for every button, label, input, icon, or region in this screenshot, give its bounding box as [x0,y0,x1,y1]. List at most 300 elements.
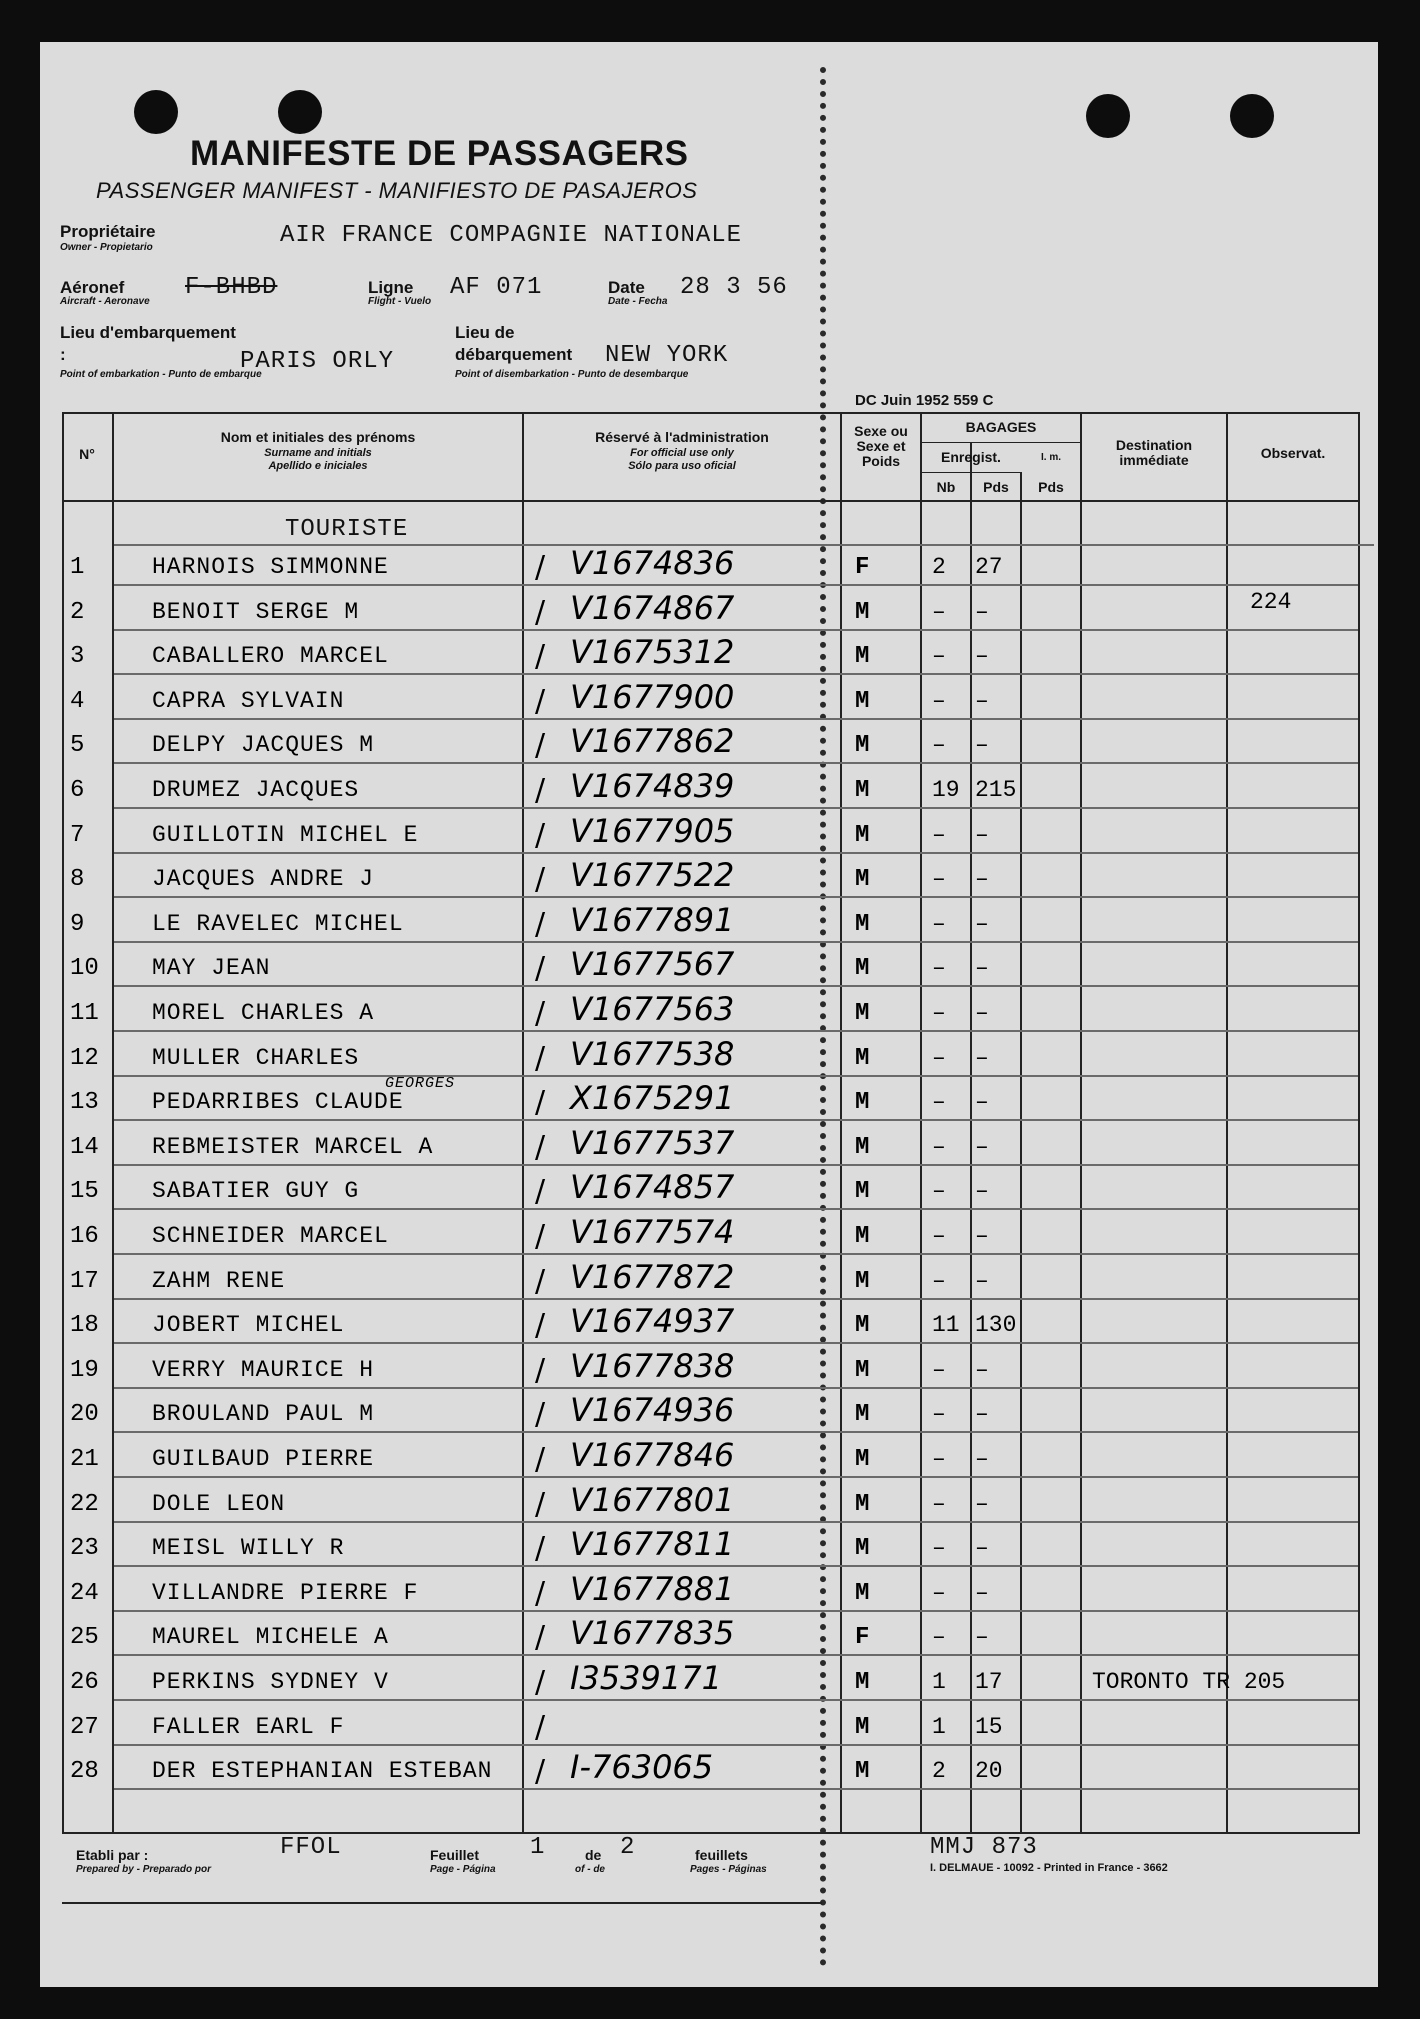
passenger-name: SCHNEIDER MARCEL [152,1223,389,1249]
baggage-count: – [932,1535,946,1561]
baggage-count: 2 [932,1758,946,1784]
passenger-name: PERKINS SYDNEY V [152,1669,389,1695]
baggage-weight: – [975,732,989,758]
row-line [114,1431,1358,1433]
col-header-bagages: BAGAGES [965,419,1037,435]
ticket-number: V1674936 [570,1391,735,1429]
col-header-sex: Sexe ou Sexe et Poids [854,423,908,469]
baggage-weight: – [975,1268,989,1294]
baggage-count: 1 [932,1714,946,1740]
passenger-number: 14 [70,1134,99,1161]
passenger-name: CAPRA SYLVAIN [152,688,345,714]
baggage-count: – [932,866,946,892]
row-line [114,1654,1358,1656]
row-line [114,584,1358,586]
passenger-sex: M [855,1045,870,1072]
baggage-count: – [932,1357,946,1383]
row-line [114,1342,1358,1344]
check-mark: / [535,1353,546,1388]
check-mark: / [535,1085,546,1120]
row-line [114,896,1358,898]
observation: 224 [1250,589,1292,615]
passenger-number: 24 [70,1580,99,1607]
passenger-name: SABATIER GUY G [152,1178,360,1204]
check-mark: / [535,773,546,808]
row-line [114,941,1358,943]
check-mark: / [535,951,546,986]
col-header-destination: Destination immédiate [1115,437,1193,468]
baggage-weight: – [975,643,989,669]
check-mark: / [535,1531,546,1566]
baggage-count: – [932,1089,946,1115]
of-sublabel: of - de [575,1864,605,1875]
pages-sublabel: Pages - Páginas [690,1864,767,1875]
baggage-count: – [932,1446,946,1472]
ticket-number: V1677862 [570,722,735,760]
passenger-sex: M [855,643,870,670]
destination: TORONTO TR 205 [1092,1669,1286,1695]
row-line [114,852,1358,854]
perforation-line [820,67,826,1967]
flight-label: Ligne [368,278,414,297]
passenger-number: 15 [70,1178,99,1205]
col-header-nb: Nb [936,479,956,495]
row-line [114,544,1374,546]
passenger-sex: M [855,866,870,893]
baggage-weight: – [975,1223,989,1249]
ticket-number: V1674937 [570,1302,735,1340]
embark-value: PARIS ORLY [240,348,395,375]
aircraft-label: Aéronef [60,278,125,297]
form-code: DC Juin 1952 559 C [855,392,994,409]
row-line [114,1610,1358,1612]
punch-hole [1230,94,1274,138]
col-border [1080,412,1082,1832]
passenger-number: 21 [70,1446,99,1473]
passenger-sex: F [855,554,870,581]
baggage-weight: – [975,1357,989,1383]
col-header-admin-en: For official use only [630,447,734,459]
check-mark: / [535,1710,546,1745]
baggage-weight: – [975,1624,989,1650]
baggage-count: 19 [932,777,960,803]
check-mark: / [535,639,546,674]
ticket-number: V1677522 [570,856,735,894]
baggage-count: – [932,599,946,625]
passenger-name: DOLE LEON [152,1491,286,1517]
passenger-name: GUILLOTIN MICHEL E [152,822,419,848]
col-border [1020,472,1022,1832]
col-header-no: N° [79,446,95,462]
check-mark: / [535,907,546,942]
baggage-weight: – [975,1089,989,1115]
date-sublabel: Date - Fecha [608,296,668,307]
col-header-bag-extra-pds: Pds [1038,479,1064,495]
row-line [114,1788,1358,1790]
passenger-sex: F [855,1624,870,1651]
passenger-name: VILLANDRE PIERRE F [152,1580,419,1606]
baggage-weight: 15 [975,1714,1003,1740]
of-value: 2 [620,1834,636,1861]
aircraft-sublabel: Aircraft - Aeronave [60,296,150,307]
section-label: TOURISTE [285,516,409,543]
check-mark: / [535,996,546,1031]
passenger-sex: M [855,1000,870,1027]
passenger-name: REBMEISTER MARCEL A [152,1134,434,1160]
check-mark: / [535,1219,546,1254]
passenger-sex: M [855,1446,870,1473]
check-mark: / [535,684,546,719]
col-header-name: Nom et initiales des prénoms [220,429,416,445]
passenger-name: PEDARRIBES CLAUDE [152,1089,404,1115]
baggage-weight: – [975,911,989,937]
col-border [522,412,524,1832]
row-line [114,1387,1358,1389]
baggage-weight: 27 [975,554,1003,580]
check-mark: / [535,1487,546,1522]
passenger-number: 11 [70,1000,99,1027]
baggage-count: 1 [932,1669,946,1695]
check-mark: / [535,1264,546,1299]
prepared-sublabel: Prepared by - Preparado por [76,1864,212,1875]
of-label: de [585,1847,602,1863]
col-header-admin-es: Sólo para uso oficial [628,460,736,472]
passenger-number: 26 [70,1669,99,1696]
passenger-number: 4 [70,688,85,715]
row-line [114,807,1358,809]
passenger-number: 3 [70,643,85,670]
baggage-weight: – [975,1446,989,1472]
passenger-name: BENOIT SERGE M [152,599,360,625]
passenger-name: VERRY MAURICE H [152,1357,375,1383]
check-mark: / [535,1620,546,1655]
ticket-number: I-763065 [570,1748,714,1786]
bag-divider [920,442,1080,443]
passenger-sex: M [855,688,870,715]
passenger-sex: M [855,732,870,759]
check-mark: / [535,862,546,897]
baggage-weight: 215 [975,777,1017,803]
ticket-number: V1675312 [570,633,735,671]
col-border [1226,412,1228,1832]
passenger-sex: M [855,1669,870,1696]
baggage-count: – [932,688,946,714]
check-mark: / [535,1130,546,1165]
row-line [114,985,1358,987]
flight-value: AF 071 [450,274,543,301]
ticket-number: V1677905 [570,812,735,850]
ticket-number: V1674857 [570,1168,735,1206]
baggage-weight: – [975,1045,989,1071]
ticket-number: V1677900 [570,678,735,716]
baggage-count: – [932,1268,946,1294]
passenger-name: CABALLERO MARCEL [152,643,389,669]
baggage-weight: – [975,822,989,848]
check-mark: / [535,550,546,585]
row-line [114,1164,1358,1166]
baggage-count: – [932,1045,946,1071]
passenger-name: DER ESTEPHANIAN ESTEBAN [152,1758,493,1784]
ticket-number: V1677811 [570,1525,735,1563]
check-mark: / [535,1576,546,1611]
pages-label: feuillets [695,1847,748,1863]
owner-sublabel: Owner - Propietario [60,242,153,253]
passenger-number: 16 [70,1223,99,1250]
baggage-count: – [932,1223,946,1249]
table-bottom-border [62,1832,1360,1834]
check-mark: / [535,1397,546,1432]
check-mark: / [535,1442,546,1477]
baggage-count: – [932,732,946,758]
baggage-count: – [932,1178,946,1204]
check-mark: / [535,595,546,630]
sheet-sublabel: Page - Página [430,1864,496,1875]
baggage-weight: 17 [975,1669,1003,1695]
passenger-number: 22 [70,1491,99,1518]
passenger-sex: M [855,599,870,626]
punch-hole [1086,94,1130,138]
passenger-number: 20 [70,1401,99,1428]
baggage-weight: – [975,955,989,981]
col-header-name-en: Surname and initials [264,447,372,459]
passenger-name: DELPY JACQUES M [152,732,375,758]
ticket-number: V1674836 [570,544,735,582]
ticket-number: V1677881 [570,1570,735,1608]
baggage-count: – [932,1134,946,1160]
passenger-sex: M [855,1535,870,1562]
passenger-number: 18 [70,1312,99,1339]
passenger-sex: M [855,1268,870,1295]
baggage-weight: – [975,1401,989,1427]
row-line [114,762,1358,764]
passenger-number: 7 [70,822,85,849]
passenger-sex: M [855,777,870,804]
passenger-name: JACQUES ANDRE J [152,866,375,892]
baggage-count: – [932,1401,946,1427]
ticket-number: V1674839 [570,767,735,805]
col-border [840,412,842,1832]
row-line [114,1075,1358,1077]
col-header-pds: Pds [983,479,1009,495]
row-line [114,1476,1358,1478]
date-label: Date [608,278,645,297]
ticket-number: V1677563 [570,990,735,1028]
row-line [114,629,1358,631]
row-line [114,1030,1358,1032]
ticket-number: V1677891 [570,901,735,939]
date-value: 28 3 56 [680,274,788,301]
baggage-count: – [932,911,946,937]
baggage-count: – [932,1491,946,1517]
ticket-number: V1677574 [570,1213,735,1251]
col-border [1358,412,1360,1832]
ticket-number: V1677838 [570,1347,735,1385]
baggage-count: – [932,1000,946,1026]
col-header-enregist: Enregist. [941,449,1001,465]
passenger-number: 17 [70,1268,99,1295]
table-top-border [62,412,1360,414]
passenger-number: 12 [70,1045,99,1072]
passenger-sex: M [855,1178,870,1205]
header-bottom-border [62,500,1360,502]
check-mark: / [535,1041,546,1076]
baggage-weight: – [975,866,989,892]
baggage-weight: – [975,1580,989,1606]
passenger-name: MULLER CHARLES [152,1045,360,1071]
baggage-weight: – [975,1178,989,1204]
baggage-weight: – [975,1535,989,1561]
check-mark: / [535,1665,546,1700]
ticket-number: V1677801 [570,1481,735,1519]
passenger-number: 8 [70,866,85,893]
passenger-sex: M [855,1714,870,1741]
bag-divider [920,472,1020,473]
passenger-sex: M [855,1312,870,1339]
passenger-number: 9 [70,911,85,938]
passenger-number: 5 [70,732,85,759]
col-border [62,412,64,1832]
ticket-number: V1677538 [570,1035,735,1073]
passenger-name: JOBERT MICHEL [152,1312,345,1338]
disembark-label: Lieu de débarquement [455,323,573,364]
ticket-number: V1677835 [570,1614,735,1652]
row-line [114,1699,1358,1701]
sheet-label: Feuillet [430,1847,480,1863]
baggage-weight: – [975,599,989,625]
punch-hole [134,90,178,134]
passenger-name: BROULAND PAUL M [152,1401,375,1427]
row-line [114,718,1358,720]
baggage-weight: – [975,688,989,714]
printer-line: I. DELMAUE - 10092 - Printed in France - 3662 [930,1862,1168,1874]
passenger-number: 19 [70,1357,99,1384]
owner-value: AIR FRANCE COMPAGNIE NATIONALE [280,222,743,249]
flight-sublabel: Flight - Vuelo [368,296,432,307]
baggage-count: – [932,643,946,669]
row-line [114,1253,1358,1255]
passenger-name: GUILBAUD PIERRE [152,1446,375,1472]
baggage-count: – [932,822,946,848]
aircraft-value: F-BHBD [185,274,278,301]
passenger-sex: M [855,1491,870,1518]
baggage-weight: – [975,1000,989,1026]
ticket-number: V1677846 [570,1436,735,1474]
punch-hole [278,90,322,134]
sheet-value: 1 [530,1834,546,1861]
ticket-number: V1677872 [570,1258,735,1296]
baggage-count: – [932,955,946,981]
check-mark: / [535,728,546,763]
baggage-count: – [932,1624,946,1650]
ticket-number: X1675291 [570,1079,735,1117]
check-mark: / [535,1754,546,1789]
check-mark: / [535,1308,546,1343]
passenger-name: DRUMEZ JACQUES [152,777,360,803]
passenger-number: 28 [70,1758,99,1785]
row-line [114,1298,1358,1300]
ticket-number: V1677567 [570,945,735,983]
passenger-name: FALLER EARL F [152,1714,345,1740]
baggage-weight: 20 [975,1758,1003,1784]
passenger-sex: M [855,911,870,938]
passenger-name: ZAHM RENE [152,1268,286,1294]
passenger-number: 10 [70,955,99,982]
passenger-number: 27 [70,1714,99,1741]
col-header-bag-extra: I. m. [1040,452,1061,463]
row-line [114,1521,1358,1523]
row-line [114,673,1358,675]
passenger-sex: M [855,955,870,982]
passenger-name: HARNOIS SIMMONNE [152,554,389,580]
footer-line [62,1902,822,1904]
ticket-number: I3539171 [570,1659,722,1697]
check-mark: / [535,1174,546,1209]
ticket-number: V1677537 [570,1124,735,1162]
disembark-value: NEW YORK [605,342,729,369]
passenger-number: 23 [70,1535,99,1562]
manifest-sheet [40,42,1378,1987]
col-border [112,412,114,1832]
row-line [114,1208,1358,1210]
ticket-number: V1674867 [570,589,735,627]
passenger-number: 25 [70,1624,99,1651]
passenger-name: MEISL WILLY R [152,1535,345,1561]
page-title: MANIFESTE DE PASSAGERS [190,134,689,173]
passenger-sex: M [855,1401,870,1428]
passenger-name: MAY JEAN [152,955,271,981]
col-border [920,412,922,1832]
baggage-count: 2 [932,554,946,580]
row-line [114,1565,1358,1567]
page-subtitle: PASSENGER MANIFEST - MANIFIESTO DE PASAJEROS [96,178,698,203]
passenger-sex: M [855,1223,870,1250]
passenger-name: MOREL CHARLES A [152,1000,375,1026]
baggage-weight: – [975,1134,989,1160]
passenger-sex: M [855,1134,870,1161]
baggage-weight: 130 [975,1312,1017,1338]
passenger-number: 2 [70,599,85,626]
passenger-sex: M [855,1089,870,1116]
passenger-sex: M [855,822,870,849]
embark-sublabel: Point of embarkation - Punto de embarque [60,369,262,380]
passenger-number: 13 [70,1089,99,1116]
col-border [970,442,972,1832]
baggage-count: – [932,1580,946,1606]
passenger-sex: M [855,1580,870,1607]
prepared-value: FFOL [280,1834,342,1861]
passenger-number: 1 [70,554,85,581]
col-header-name-es: Apellido e iniciales [268,460,368,472]
row-line [114,1119,1358,1121]
baggage-weight: – [975,1491,989,1517]
passenger-name: LE RAVELEC MICHEL [152,911,404,937]
baggage-count: 11 [932,1312,960,1338]
check-mark: / [535,818,546,853]
passenger-sex: M [855,1357,870,1384]
col-header-admin: Réservé à l'administration [595,429,769,445]
passenger-name-correction: GEORGES [385,1075,456,1092]
passenger-sex: M [855,1758,870,1785]
owner-label: Propriétaire [60,222,156,241]
passenger-number: 6 [70,777,85,804]
embark-label: Lieu d'embarquement : [60,323,236,364]
reference-code: MMJ 873 [930,1834,1038,1861]
passenger-name: MAUREL MICHELE A [152,1624,389,1650]
col-header-observ: Observat. [1260,445,1326,461]
disembark-sublabel: Point of disembarkation - Punto de desembarque [455,369,689,380]
row-line [114,1744,1358,1746]
prepared-label: Etabli par : [76,1847,149,1863]
